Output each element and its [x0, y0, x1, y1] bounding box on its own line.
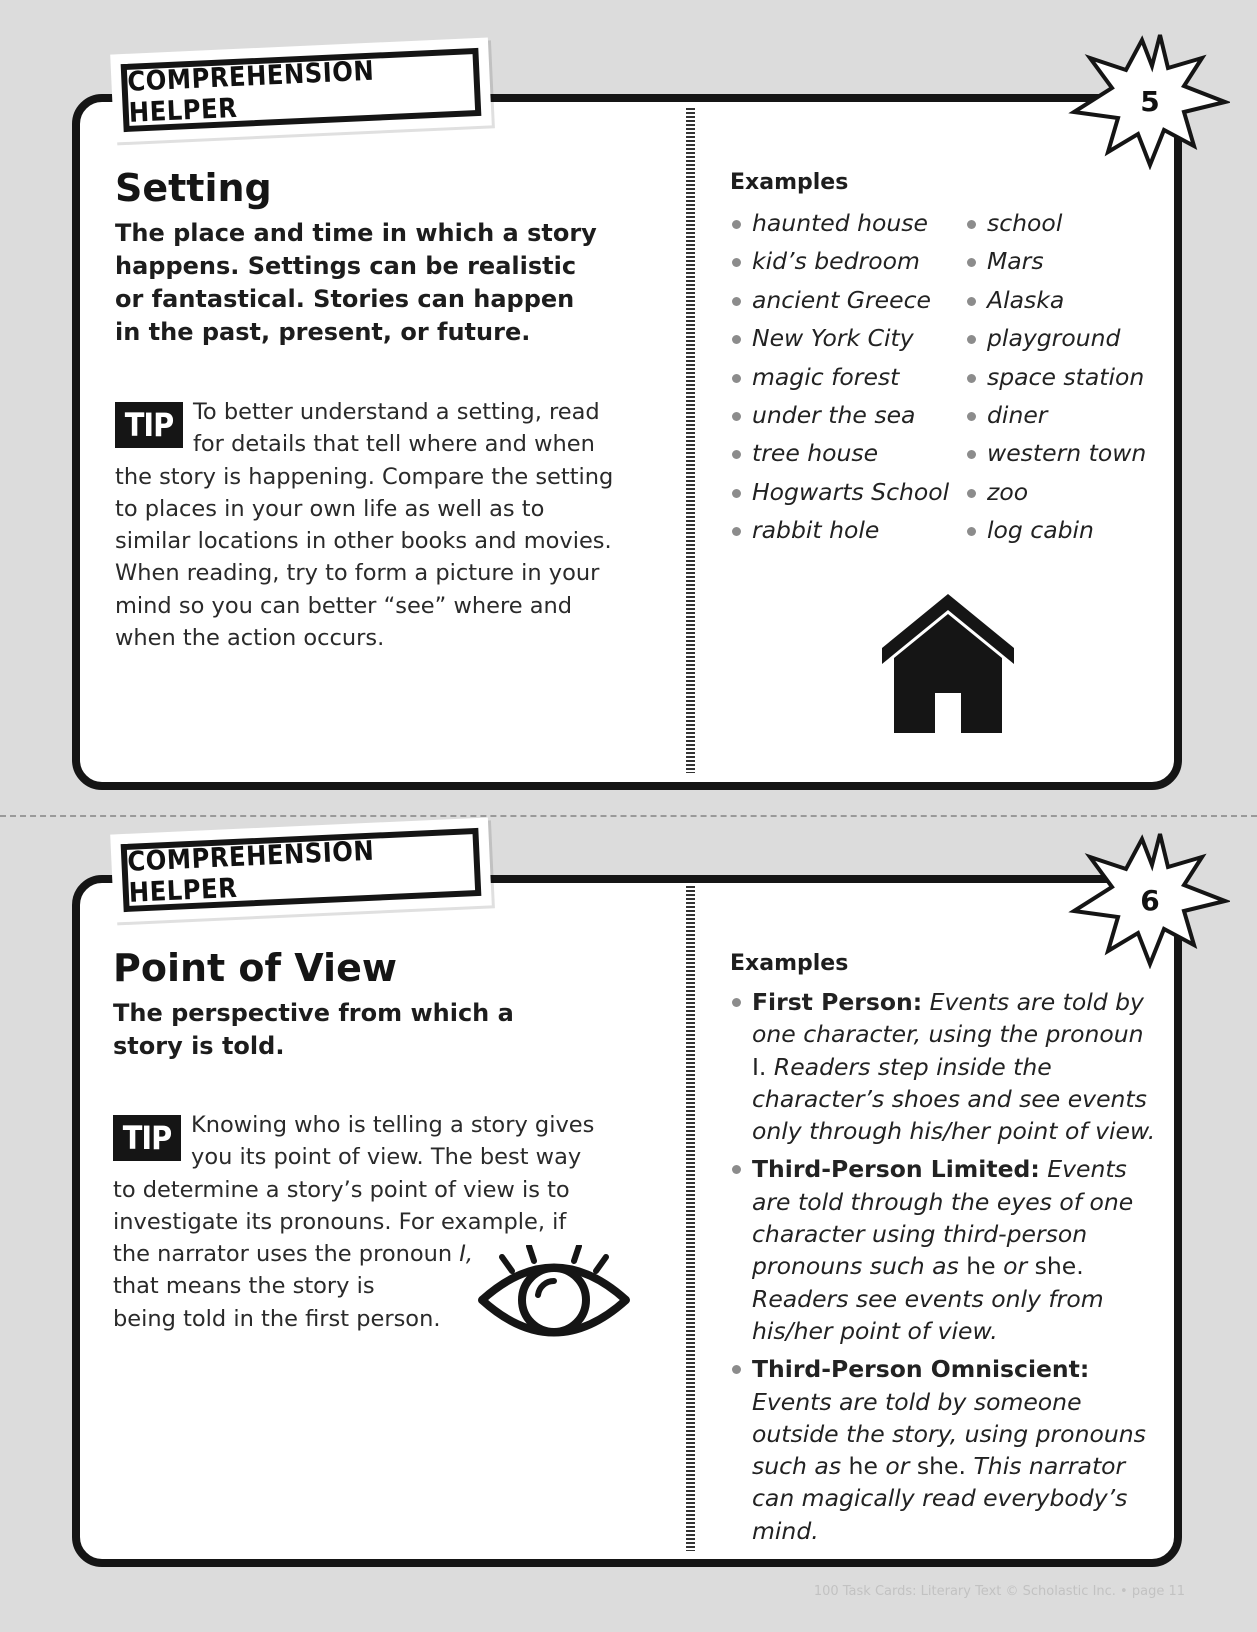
pov-desc: This narrator can magically read everybody’s mind.	[752, 1452, 1128, 1545]
card-title: Setting	[115, 166, 272, 210]
house-icon	[878, 590, 1018, 735]
pov-pronoun: I.	[752, 1052, 767, 1081]
pov-term: First Person:	[752, 988, 923, 1016]
tip-text-end: that means the story is being told in the first person.	[113, 1273, 441, 1332]
example-item: ancient Greece	[730, 281, 949, 319]
card-label	[110, 37, 492, 142]
example-item: school	[965, 204, 1146, 242]
pov-term: Third-Person Omniscient:	[752, 1355, 1090, 1384]
pov-desc: Events are told through the eyes of one character using third-person pronouns such as	[752, 1155, 1134, 1281]
example-item: New York City	[730, 319, 949, 357]
card-number: 5	[1140, 84, 1160, 118]
example-item: western town	[965, 434, 1146, 472]
pov-desc: Readers see events only from his/her point of view.	[752, 1284, 1104, 1345]
pov-desc: Events are told by someone outside the story, using pronouns such as	[752, 1387, 1146, 1481]
card-number-badge	[1060, 30, 1230, 170]
pov-pronoun: he	[966, 1252, 996, 1281]
pov-desc: or	[995, 1252, 1035, 1281]
pov-desc: or	[877, 1452, 917, 1481]
example-item: zoo	[965, 473, 1146, 511]
example-item: Alaska	[965, 281, 1146, 319]
example-item: Hogwarts School	[730, 473, 949, 511]
example-item: kid’s bedroom	[730, 242, 949, 280]
card-label-text: COMPREHENSION HELPER	[121, 828, 482, 912]
card-definition: The perspective from which a story is told.	[113, 999, 514, 1060]
tip-pronoun: I,	[459, 1241, 474, 1268]
tip-badge: TIP	[113, 1115, 181, 1161]
tip-block	[115, 396, 623, 654]
example-item: tree house	[730, 434, 949, 472]
pov-pronoun: she.	[1034, 1252, 1084, 1281]
examples-heading: Examples	[730, 951, 849, 976]
card-label	[110, 817, 492, 922]
examples-heading: Examples	[730, 170, 849, 195]
example-item: space station	[965, 358, 1146, 396]
page-footer: 100 Task Cards: Literary Text © Scholastic Inc. • page 11	[813, 1584, 1185, 1599]
cut-line	[0, 815, 1257, 817]
examples-list-col1	[730, 204, 949, 550]
example-item: log cabin	[965, 511, 1146, 549]
pov-examples-list	[730, 986, 1160, 1553]
pov-item-third-omniscient	[730, 1353, 1160, 1547]
pov-item-first-person	[730, 986, 1160, 1147]
pov-pronoun: he	[848, 1452, 878, 1481]
pov-desc: Events are told by one character, using the pronoun	[752, 988, 1144, 1049]
eye-icon	[476, 1245, 632, 1347]
example-item: diner	[965, 396, 1146, 434]
card-divider	[686, 108, 695, 773]
example-item: under the sea	[730, 396, 949, 434]
tip-badge: TIP	[115, 402, 183, 448]
example-item: magic forest	[730, 358, 949, 396]
card-divider	[686, 886, 695, 1551]
card-label-text: COMPREHENSION HELPER	[121, 48, 482, 132]
card-number: 6	[1140, 883, 1160, 917]
tip-text: Knowing who is telling a story gives you its point of view. The best way to determine a story’s point of view is to investigate its pronouns. For example, if the narrator uses the pronoun	[113, 1112, 595, 1268]
card-title: Point of View	[113, 946, 397, 990]
pov-term: Third-Person Limited:	[752, 1155, 1040, 1184]
examples-list-col2	[965, 204, 1146, 550]
tip-text: To better understand a setting, read for details that tell where and when the story is happening. Compare the setting to places in your own life as well as to similar locations in other books and movies. When reading, try to form a picture in your mind so you can better “see” where and when the action occurs.	[115, 399, 614, 652]
pov-desc: Readers step inside the character’s shoes and see events only through his/her point of view.	[752, 1052, 1156, 1146]
pov-item-third-limited	[730, 1153, 1160, 1347]
example-item: haunted house	[730, 204, 949, 242]
example-item: Mars	[965, 242, 1146, 280]
example-item: rabbit hole	[730, 511, 949, 549]
pov-pronoun: she.	[916, 1452, 966, 1481]
card-definition: The place and time in which a story happens. Settings can be realistic or fantastical. Stories can happen in the past, present, or future.	[115, 219, 597, 346]
card-number-badge	[1060, 829, 1230, 969]
example-item: playground	[965, 319, 1146, 357]
